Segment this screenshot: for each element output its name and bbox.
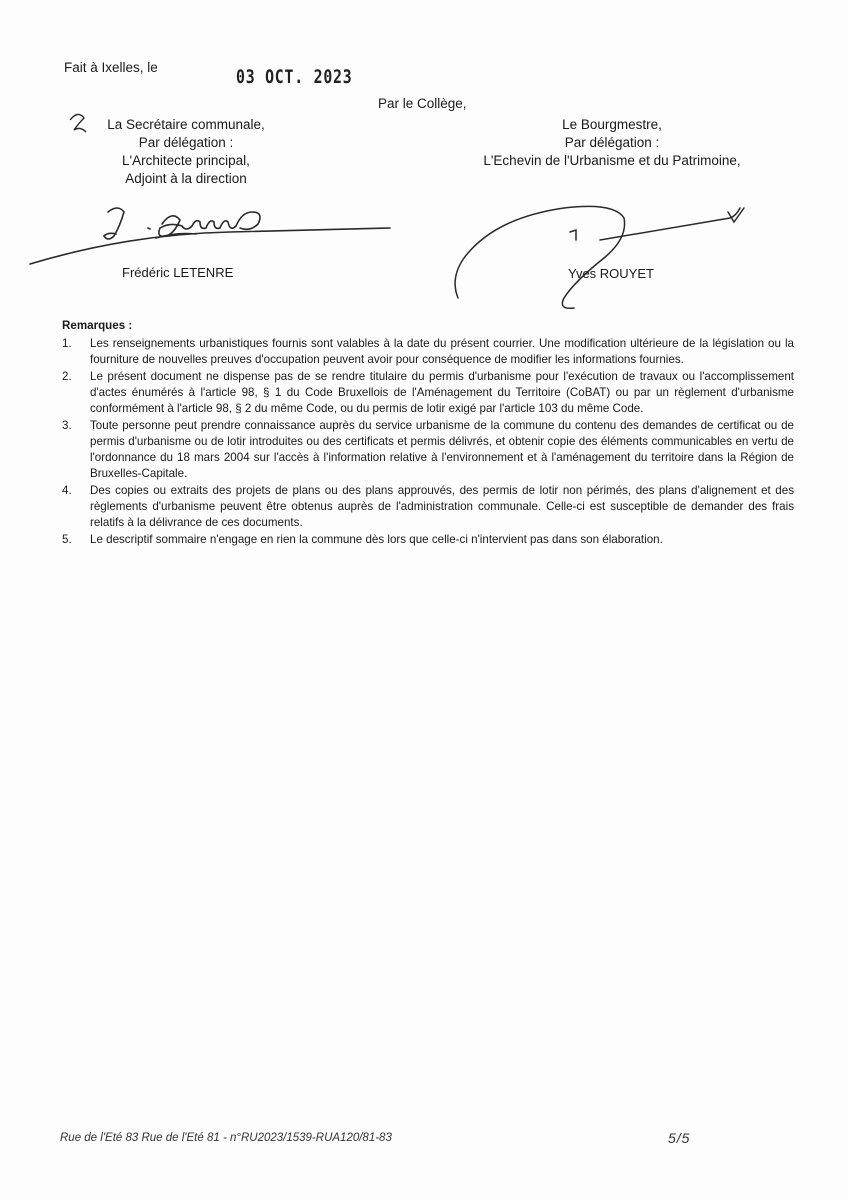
right-signature [455, 206, 744, 308]
remark-number: 3. [62, 419, 72, 432]
remark-text: Toute personne peut prendre connaissance auprès du service urbanisme de la commune du contenu des demandes de certificat ou de permis d'urbanisme ou de lotir introduites ou des certificats et permis délivrés, et obtenir copie des éléments communicables en vertu de l'ordonnance du 18 mars 2004 sur l'accès à l'information relative à l'environnement et à l'aménagement du territoire dans la Région de Bruxelles-Capitale. [90, 419, 794, 480]
remark-number: 4. [62, 484, 72, 497]
right-signatory-titles [462, 116, 762, 170]
left-signature [30, 208, 390, 264]
remark-text: Le présent document ne dispense pas de se rendre titulaire du permis d'urbanisme pour l'exécution de travaux ou l'accomplissement d'actes énumérés à l'article 98, § 1 du Code Bruxellois de l'Aménagement du Territoire (CoBAT) ou par un règlement d'urbanisme conformément à l'article 98, § 2 du même Code, ou du permis de lotir exigé par l'article 103 du même Code. [90, 370, 794, 415]
footer-reference: Rue de l'Eté 83 Rue de l'Eté 81 - n°RU2023/1539-RUA120/81-83 [60, 1132, 392, 1144]
remark-item [62, 483, 794, 531]
remark-item [62, 369, 794, 417]
left-title-line: Par délégation : [138, 135, 234, 150]
remark-item [62, 532, 794, 548]
left-signatory-titles [76, 116, 296, 188]
remarks-title: Remarques : [62, 319, 133, 332]
remark-item [62, 336, 794, 368]
date-stamp: 03 OCT. 2023 [236, 66, 353, 88]
remarks-section [62, 318, 794, 549]
right-title-line: Par délégation : [564, 135, 660, 150]
place-and-date-label: Fait à Ixelles, le [64, 60, 158, 75]
left-signatory-name: Frédéric LETENRE [122, 265, 234, 280]
remark-number: 2. [62, 370, 72, 383]
remark-text: Des copies ou extraits des projets de plans ou des plans approuvés, des permis de lotir non périmés, des plans d'alignement et des règlements d'urbanisme peuvent être obtenus auprès de l'administration communale. Celle-ci est susceptible de demander des frais relatifs à la délivrance de ces documents. [90, 484, 794, 529]
college-label: Par le Collège, [378, 96, 467, 111]
right-title-line: Le Bourgmestre, [562, 117, 662, 132]
remark-number: 5. [62, 533, 72, 546]
footer-page-number: 5/5 [668, 1130, 691, 1146]
remark-item [62, 418, 794, 482]
left-title-line: La Secrétaire communale, [107, 117, 265, 132]
remark-text: Le descriptif sommaire n'engage en rien la commune dès lors que celle-ci n'intervient pas dans son élaboration. [90, 533, 663, 546]
left-title-line: L'Architecte principal, [122, 153, 250, 168]
remark-text: Les renseignements urbanistiques fournis sont valables à la date du présent courrier. Une modification ultérieure de la législation ou la fourniture de nouvelles preuves d'occupation peuvent avoir pour conséquence de modifier les informations fournies. [90, 337, 794, 366]
left-title-line: Adjoint à la direction [125, 171, 247, 186]
remark-number: 1. [62, 337, 72, 350]
right-title-line: L'Echevin de l'Urbanisme et du Patrimoine, [483, 153, 741, 168]
right-signatory-name: Yves ROUYET [568, 266, 654, 281]
